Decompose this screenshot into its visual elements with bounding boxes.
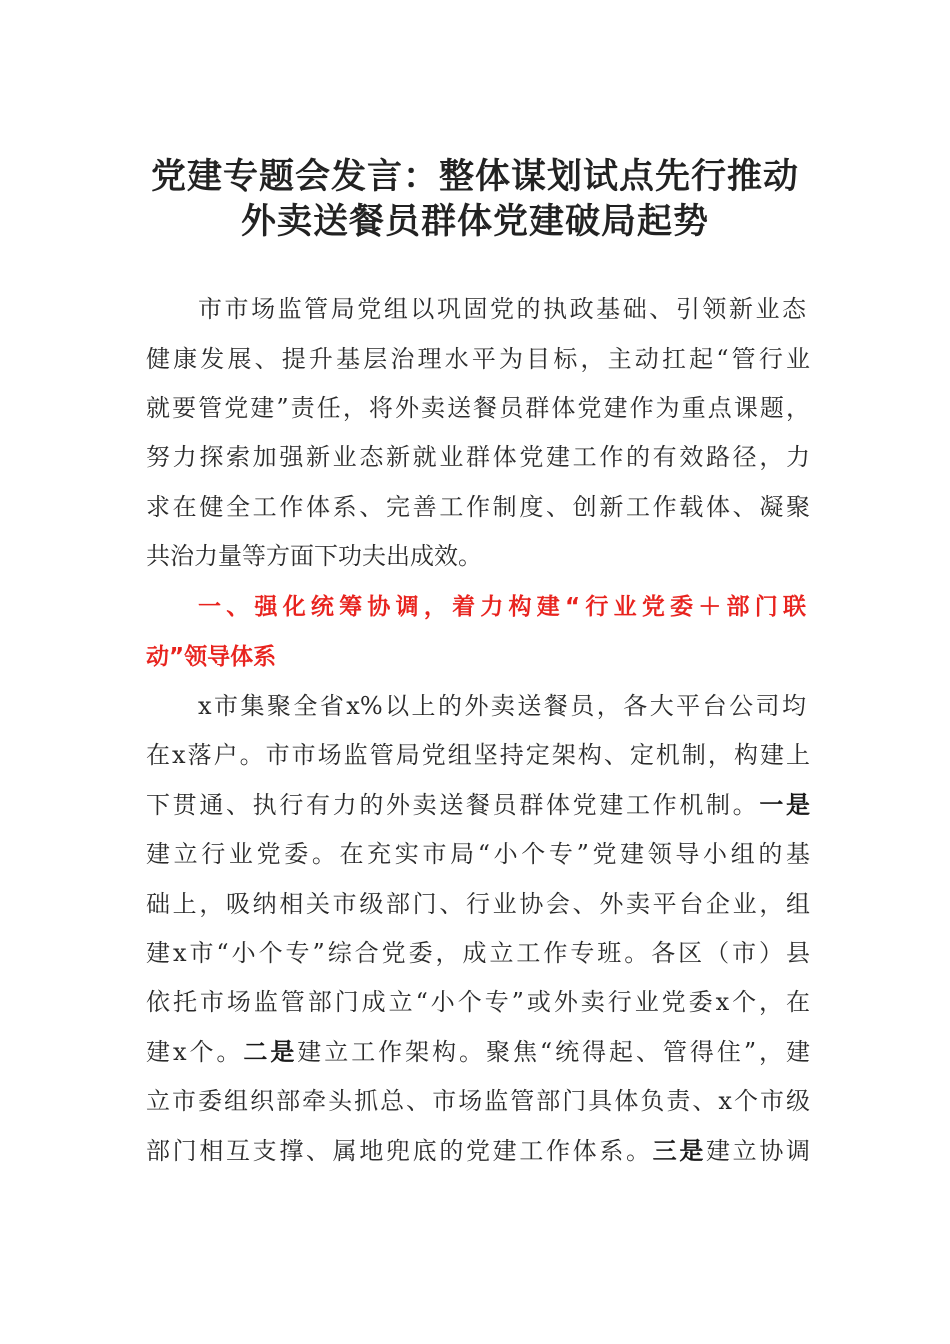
- document-title-line-1: 党建专题会发言：整体谋划试点先行推动: [150, 156, 799, 197]
- section-1-body-line-8: [146, 1033, 810, 1071]
- intro-line-4: 努力探索加强新业态新就业群体党建工作的有效路径，力: [146, 443, 810, 471]
- section-1-body-line-6: 建x市“小个专”综合党委，成立工作专班。各区（市）县: [146, 939, 810, 967]
- emphasis-third: 三是: [652, 1136, 707, 1165]
- section-1-body-line-7: 依托市场监管部门成立“小个专”或外卖行业党委x个，在: [146, 988, 810, 1016]
- intro-line-2: 健康发展、提升基层治理水平为目标，主动扛起“管行业: [146, 345, 810, 373]
- section-1-body-line-2: 在x落户。市市场监管局党组坚持定架构、定机制，构建上: [146, 741, 810, 769]
- emphasis-first: 一是: [759, 790, 811, 819]
- emphasis-second: 二是: [243, 1037, 298, 1066]
- document-title-line-2: 外卖送餐员群体党建破局起势: [240, 201, 709, 242]
- section-1-body-line-4: 建立行业党委。在充实市局“小个专”党建领导小组的基: [146, 840, 810, 868]
- section-1-body-line-10: [146, 1132, 810, 1170]
- section-1-heading-line-1: 一、强化统筹协调，着力构建“行业党委＋部门联: [198, 594, 806, 620]
- section-1-body-line-5: 础上，吸纳相关市级部门、行业协会、外卖平台企业，组: [146, 890, 810, 918]
- body-text: 建立协调: [706, 1137, 811, 1165]
- body-text: 建x个。: [146, 1038, 244, 1066]
- body-text: 建立工作架构。聚焦“统得起、管得住”，建: [297, 1038, 811, 1066]
- intro-line-3: 就要管党建”责任，将外卖送餐员群体党建作为重点课题，: [146, 394, 810, 422]
- section-1-body-line-3: [146, 786, 810, 824]
- intro-line-6: 共治力量等方面下功夫出成效。: [146, 542, 482, 570]
- section-1-heading-line-2: 动”领导体系: [146, 644, 277, 670]
- section-1-body-line-9: 立市委组织部牵头抓总、市场监管部门具体负责、x个市级: [146, 1087, 810, 1115]
- body-text: 部门相互支撑、属地兜底的党建工作体系。: [146, 1137, 653, 1165]
- body-text: 下贯通、执行有力的外卖送餐员群体党建工作机制。: [146, 791, 760, 819]
- intro-line-1: 市市场监管局党组以巩固党的执政基础、引领新业态: [198, 295, 806, 323]
- intro-line-5: 求在健全工作体系、完善工作制度、创新工作载体、凝聚: [146, 493, 810, 521]
- section-1-body-line-1: x市集聚全省x%以上的外卖送餐员，各大平台公司均: [198, 692, 806, 720]
